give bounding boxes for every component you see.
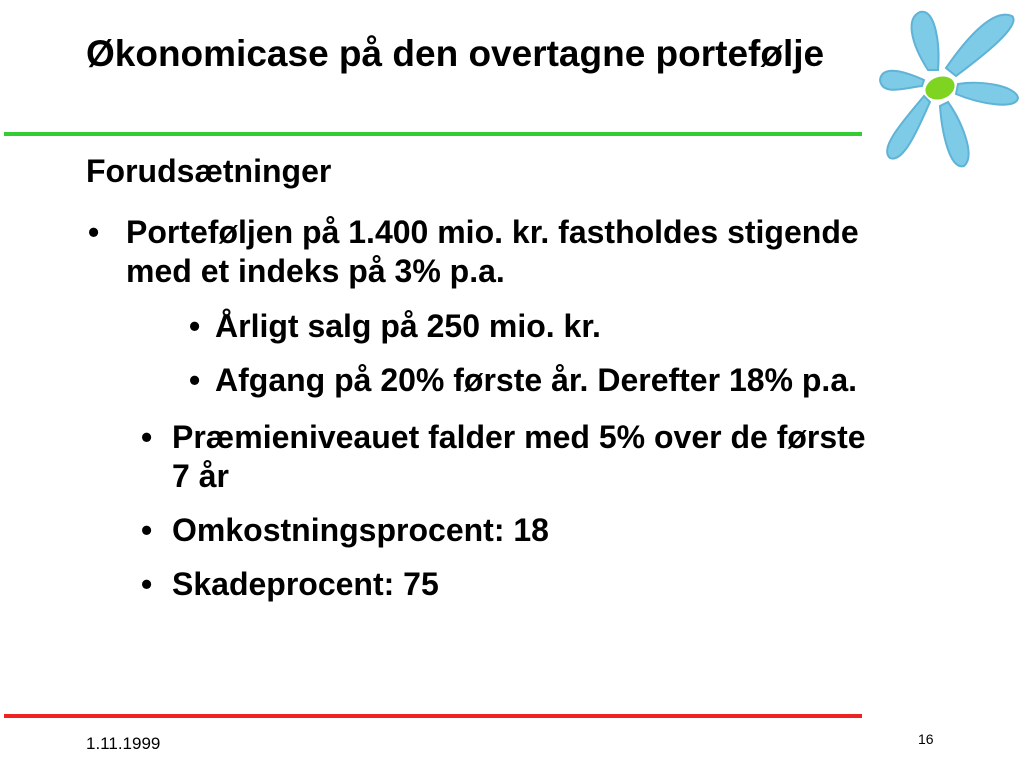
list-item [86,213,876,291]
list-item [86,565,876,604]
slide-title: Økonomicase på den overtagne portefølje [86,33,825,74]
footer-divider-red [4,714,862,718]
list-item-text: Omkostningsprocent: 18 [172,512,549,548]
page-number: 16 [918,731,934,747]
bullet-dot: • [141,419,153,455]
list-item-text: Porteføljen på 1.400 mio. kr. fastholdes stigende med et indeks på 3% p.a. [126,214,859,289]
list-item-text: Præmieniveauet falder med 5% over de første 7 år [172,419,866,494]
list-item [86,418,876,496]
footer-date: 1.11.1999 [86,734,161,753]
bullet-dot: • [88,214,100,250]
title-divider-green [4,132,862,136]
bullet-dot: • [141,566,153,602]
bullet-dot: • [189,362,201,398]
list-item-text: Årligt salg på 250 mio. kr. [215,308,601,344]
bullet-dot: • [141,512,153,548]
list-item [86,511,876,550]
slide-content [86,152,876,604]
subheading: Forudsætninger [86,153,332,189]
list-item-text: Skadeprocent: 75 [172,566,439,602]
list-item [86,307,876,346]
list-item-text: Afgang på 20% første år. Derefter 18% p.a. [215,362,857,398]
list-item [86,361,876,400]
bullet-dot: • [189,308,201,344]
flower-icon [876,6,1020,172]
